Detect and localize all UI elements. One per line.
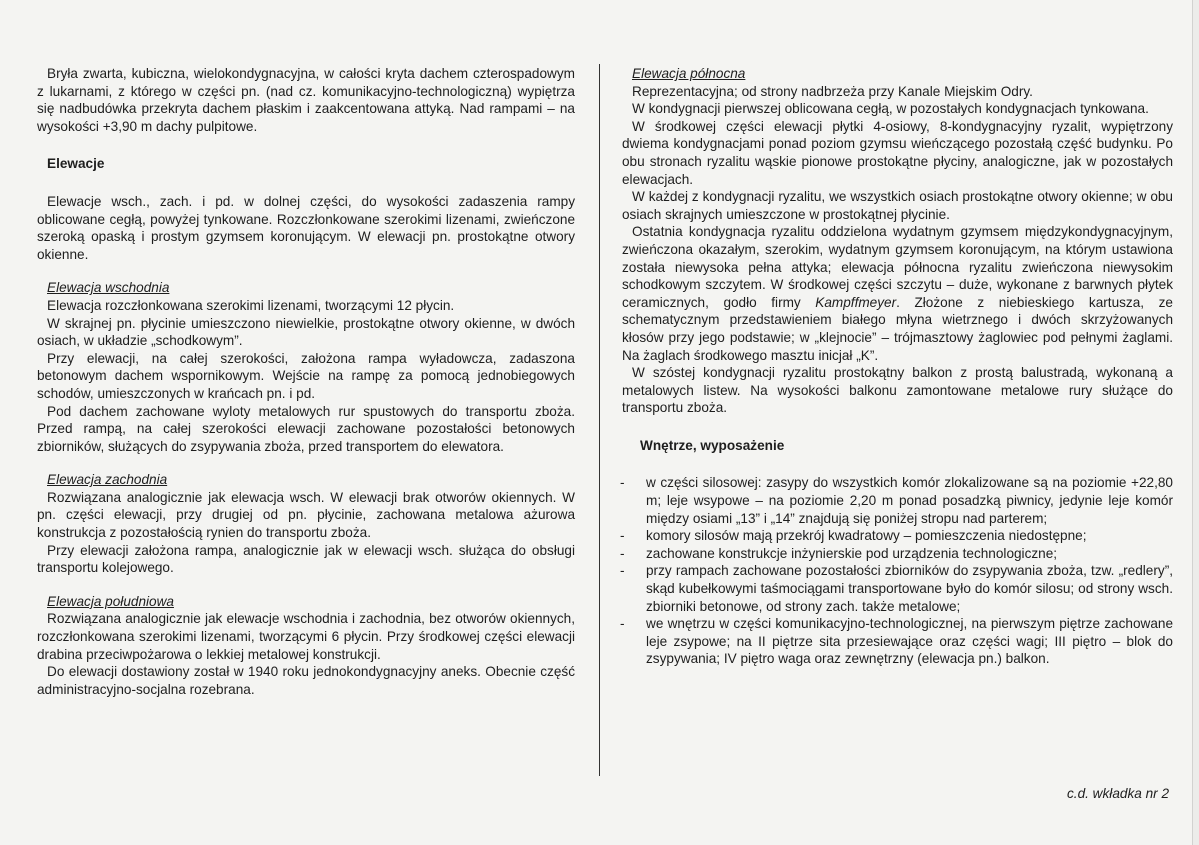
- list-item: - przy rampach zachowane pozostałości zbiorników do zsypywania zboża, tzw. „redlery”, skąd kubełkowymi taśmociągami transportowane było do komór silosu; od strony wsch. zbiorniki betonowe, od strony zach. także metalowe;: [620, 563, 1173, 614]
- dash-bullet: -: [620, 616, 625, 632]
- north-paragraph-1: Reprezentacyjna; od strony nadbrzeża przy Kanale Miejskim Odry.: [632, 83, 1033, 99]
- left-column: [37, 65, 575, 698]
- east-paragraph-3: Przy elewacji, na całej szerokości, założona rampa wyładowcza, zadaszona betonowym dachem wspornikowym. Wejście na rampę za pomocą jednobiegowych schodów, umieszczonych w krańcach pn. i pd.: [37, 350, 575, 401]
- heading-elewacje: Elewacje: [47, 156, 105, 172]
- north-p5-text-a: Ostatnia kondygnacja ryzalitu oddzielona wydatnym gzymsem międzykondygnacyjnym, zwieńczona okazałym, szerokim, wydatnym gzymsem koronującym, na którym ustawiona została niewysoka pełna attyka; elewacja północna ryzalitu zwieńczona niewysokim schodkowym szczytem. W środkowej części szczytu – duże, wykonane z barwnych płytek ceramicznych, godło firmy: [622, 224, 1173, 310]
- west-paragraph-1: Rozwiązana analogicznie jak elewacja wsch. W elewacji brak otworów okiennych. W pn. części elewacji, przy drugiej od pn. płycinie, zachowana metalowa ażurowa konstrukcja z pozostałością rynien do transportu zboża.: [37, 489, 575, 541]
- west-elevation-title: Elewacja zachodnia: [47, 472, 168, 488]
- interior-list: [622, 474, 1173, 668]
- intro-paragraph: Bryła zwarta, kubiczna, wielokondygnacyjna, w całości kryta dachem czterospadowym z lukarnami, z którego w części pn. (nad cz. komunikacyjno-technologiczną) wypiętrza się nadbudówka przekryta dachem płaskim i zaakcentowana attyką. Nad rampami – na wysokości +3,90 m dachy pulpitowe.: [37, 66, 575, 134]
- east-paragraph-4: Pod dachem zachowane wyloty metalowych rur spustowych do transportu zboża. Przed rampą, na całej szerokości elewacji zachowane pozostałości betonowych zbiorników, służących do zsypywania zboża, przed transportem do elewatora.: [37, 403, 575, 454]
- east-paragraph-2: W skrajnej pn. płycinie umieszczono niewielkie, prostokątne otwory okienne, w dwóch osiach, w układzie „schodkowym”.: [37, 315, 575, 349]
- north-paragraph-3: W środkowej części elewacji płytki 4-osiowy, 8-kondygnacyjny ryzalit, wypiętrzony dwiema kondygnacjami ponad poziom gzymsu wieńczącego pozostałą część budynku. Po obu stronach ryzalitu wąskie pionowe prostokątne płyciny, analogiczne, jak w pozostałych elewacjach.: [622, 118, 1173, 187]
- dash-bullet: -: [620, 563, 625, 579]
- north-paragraph-4: W każdej z kondygnacji ryzalitu, we wszystkich osiach prostokątne otwory okienne; w obu osiach skrajnych umieszczone w prostokątnej płycinie.: [622, 189, 1173, 222]
- list-item: - we wnętrzu w części komunikacyjno-technologicznej, na pierwszym piętrze zachowane leje zsypowe; na II piętrze sita przesiewające oraz części wagi; III piętro – blok do zsypywania; IV piętro waga oraz zewnętrzny (elewacja pn.) balkon.: [620, 616, 1173, 667]
- south-paragraph-1: Rozwiązana analogicznie jak elewacje wschodnia i zachodnia, bez otworów okiennych, rozczłonkowana szerokimi lizenami, tworzącymi 6 płycin. Przy środkowej części elewacji drabina przeciwpożarowa o lekkiej metalowej konstrukcji.: [37, 611, 575, 662]
- elewacje-paragraph: Elewacje wsch., zach. i pd. w dolnej części, do wysokości zadaszenia rampy oblicowane cegłą, powyżej tynkowane. Rozczłonkowane szerokimi lizenami, zwieńczone szeroką opaską i prostym gzymsem koronującym. W elewacji pn. prostokątne otwory okienne.: [37, 193, 575, 262]
- page-edge: [1192, 0, 1199, 845]
- south-elevation-title: Elewacja południowa: [47, 593, 174, 609]
- north-paragraph-6: W szóstej kondygnacji ryzalitu prostokątny balkon z prostą balustradą, wykonaną a metalowych listew. Na wysokości balkonu zamontowane metalowe rury służące do transportu zboża.: [622, 365, 1173, 416]
- north-paragraph-2: W kondygnacji pierwszej oblicowana cegłą, w pozostałych kondygnacjach tynkowana.: [632, 101, 1149, 117]
- heading-wnetrze: Wnętrze, wyposażenie: [640, 437, 785, 453]
- list-item: - w części silosowej: zasypy do wszystkich komór zlokalizowane są na poziomie +22,80 m; leje wsypowe – na poziomie 2,20 m ponad posadzką piwnicy, jedynie leje komór między osiami „13” i „14” znajdują się poniżej stropu nad parterem;: [620, 475, 1173, 526]
- west-paragraph-2: Przy elewacji założona rampa, analogicznie jak w elewacji wsch. służąca do obsługi transportu kolejowego.: [37, 542, 575, 576]
- south-paragraph-2: Do elewacji dostawiony został w 1940 roku jednokondygnacyjny aneks. Obecnie część administracyjno-socjalna rozebrana.: [37, 664, 575, 697]
- north-paragraph-5: [622, 223, 1173, 364]
- north-elevation-title: Elewacja północna: [632, 66, 746, 81]
- firm-name: Kampffmeyer: [815, 294, 897, 310]
- dash-bullet: -: [620, 475, 625, 491]
- dash-bullet: -: [620, 545, 625, 561]
- right-column: [622, 65, 1173, 668]
- list-item: - zachowane konstrukcje inżynierskie pod urządzenia technologiczne;: [620, 545, 1058, 561]
- list-item: - komory silosów mają przekrój kwadratowy – pomieszczenia niedostępne;: [620, 528, 1087, 544]
- east-elevation-title: Elewacja wschodnia: [47, 280, 170, 296]
- east-paragraph-1: Elewacja rozczłonkowana szerokimi lizenami, tworzącymi 12 płycin.: [47, 297, 455, 313]
- column-divider: [599, 64, 600, 776]
- north-p5-text-b: . Złożone z niebieskiego kartusza, ze schematycznym przedstawieniem białego młyna wietrznego i dwóch skrzyżowanych kłosów przy jego podstawie; w „klejnocie” – trójmasztowy żaglowiec pod pełnymi żaglami. Na żaglach środkowego masztu inicjał „K”.: [622, 294, 1173, 363]
- dash-bullet: -: [620, 528, 625, 544]
- continuation-note: c.d. wkładka nr 2: [1067, 786, 1169, 801]
